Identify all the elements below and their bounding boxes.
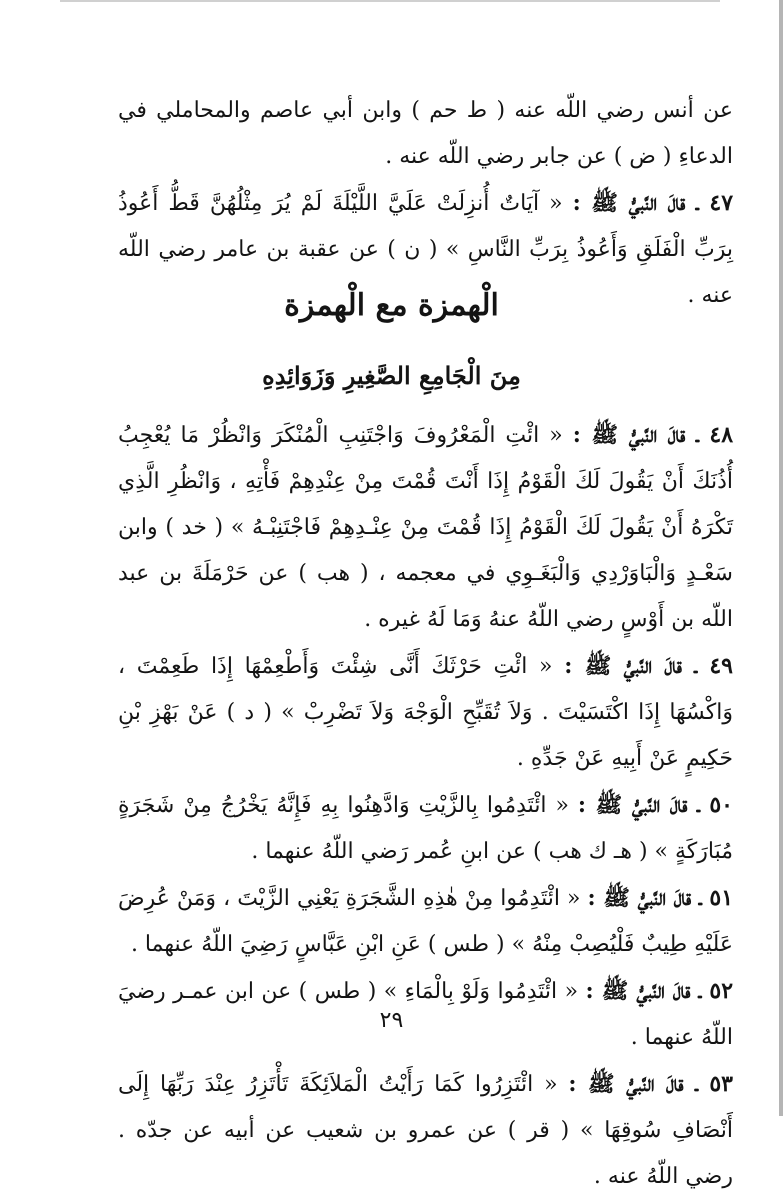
section-subtitle: مِنَ الْجَامِعِ الصَّغِيرِ وَزَوَائِدِهِ	[262, 361, 521, 390]
hadith-paragraph	[118, 782, 733, 875]
hadith-lead: ٥٢ ـ قالَ النَّبيُّ ﷺ :	[585, 978, 734, 1004]
hadith-text: « ائْتَزِرُوا كَمَا رَأَيْتُ الْمَلاَئِكَةَ تَأْتَزِرُ عِنْدَ رَبِّهَا إِلَى أَنْصَافِ سُوقِهَا » ( قر ) عن عمرو بن شعيب عن أبيه عن جدّه . رضي اللّهُ عنه .	[118, 1072, 733, 1189]
hadith-paragraph	[118, 875, 733, 968]
intro-paragraph	[118, 88, 733, 180]
hadith-lead: ٥٠ ـ قالَ النَّبيُّ ﷺ :	[577, 792, 733, 818]
hadith-text: « ائْتَدِمُوا وَلَوْ بِالْمَاءِ » ( طس ) عن ابن عمـر رضيَ اللّهُ عنهما .	[118, 979, 733, 1050]
hadith-text: « آيَاتٌ أُنزِلَتْ عَلَيَّ اللَّيْلَةَ لَمْ يُرَ مِثْلُهُنَّ قَطُّ أَعُوذُ بِرَبِّ الْفَلَقِ وَأَعُوذُ بِرَبِّ النَّاسِ » ( ن ) عن عقبة بن عامر رضي اللّه عنه .	[118, 191, 733, 308]
hadith-lead: ٤٩ ـ قالَ النَّبيُّ ﷺ :	[564, 653, 733, 679]
hadith-lead: ٤٧ ـ قالَ النَّبيُّ ﷺ :	[572, 190, 734, 216]
hadith-text: « ائْتَدِمُوا مِنْ هٰذِهِ الشَّجَرَةِ يَعْنِي الزَّيْتَ ، وَمَنْ عُرِضَ عَلَيْهِ طِيبٌ فَلْيُصِبْ مِنْهُ » ( طس ) عَنِ ابْنِ عَبَّاسٍ رَضِيَ اللّهُ عنهما .	[118, 886, 733, 957]
hadith-text: « ائْتَدِمُوا بِالزَّيْتِ وَادَّهِنُوا بِهِ فَإِنَّهُ يَخْرُجُ مِنْ شَجَرَةٍ مُبَارَكَةٍ » ( هـ ك هب ) عن ابنِ عُمر رَضي اللّهُ عنهما .	[118, 793, 733, 864]
page-right-edge	[779, 0, 783, 1116]
page-top-edge	[60, 0, 720, 2]
page-number: ٢٩	[379, 1008, 404, 1033]
hadith-lead: ٥٣ ـ قالَ النَّبيُّ ﷺ :	[568, 1071, 733, 1097]
hadith-paragraph	[118, 412, 733, 643]
hadith-lead: ٤٨ ـ قالَ النَّبيُّ ﷺ :	[572, 422, 734, 448]
hadith-paragraph	[118, 1061, 733, 1200]
hadith-text: « ائْتِ حَرْثَكَ أَنَّى شِئْتَ وَأَطْعِمْهَا إِذَا طَعِمْتَ ، وَاكْسُهَا إِذَا اكْتَسَيْتَ . وَلاَ تُقَبِّحِ الْوَجْهَ وَلاَ تَضْرِبْ » ( د ) عَنْ بَهْزِ بْنِ حَكِيمٍ عَنْ أَبِيهِ عَنْ جَدِّهِ .	[118, 654, 733, 771]
hadith-lead: ٥١ ـ قالَ النَّبيُّ ﷺ :	[587, 885, 734, 911]
hadith-paragraph	[118, 643, 733, 782]
hadith-text: « ائْتِ الْمَعْرُوفَ وَاجْتَنِبِ الْمُنْكَرَ وَانْظُرْ مَا يُعْجِبُ أُذُنَكَ أَنْ يَقُولَ لَكَ الْقَوْمُ إِذَا أَنْتَ قُمْتَ مِنْ عِنْدِهِمْ فَأْتِهِ ، وَانْظُرِ الَّذِي تَكْرَهُ أَنْ يَقُولَ لَكَ الْقَوْمُ إِذَا قُمْتَ مِنْ عِنْـدِهِمْ فَاجْتَنِبْـهُ » ( خد ) وابن سَعْـدٍ وَالْبَاوَرْدِي وَالْبَغَـوِي في معجمه ، ( هب ) عن حَرْمَلَةَ بن عبد اللّه بن أَوْسٍ رضي اللّهُ عنهُ وَمَا لَهُ غيره .	[118, 423, 733, 632]
intro-text: عن أنس رضي اللّه عنه ( ط حم ) وابن أبي عاصم والمحاملي في الدعاءِ ( ض ) عن جابر رضي اللّه عنه .	[118, 98, 733, 169]
section-title: الْهمزة مع الْهمزة	[284, 288, 499, 323]
main-text-block	[118, 412, 733, 1200]
